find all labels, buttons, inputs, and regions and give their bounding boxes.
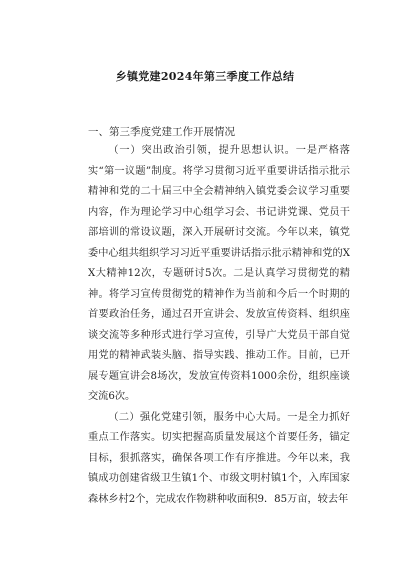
- paragraph-party-building: （二）强化党建引领，服务中心大局。一是全力抓好重点工作落实。切实把握高质量发展这个首要任务，锚定目标，狠抓落实，确保各项工作有序推进。今年以来，我镇成功创建省级卫生镇1个、市级文明村镇1个，入库国家森林乡村2个，完成农作物耕种收面积9．85万亩，较去年: [88, 411, 350, 505]
- document-title: 乡镇党建2024年第三季度工作总结: [115, 70, 295, 83]
- document-body: [88, 141, 350, 510]
- section-heading: 一、第三季度党建工作开展情况: [88, 126, 235, 138]
- paragraph-political-guidance: （一）突出政治引领，提升思想认识。一是严格落实“第一议题”制度。将学习贯彻习近平重要讲话指示批示精神和党的二十届三中全会精神纳入镇党委会议学习重要内容，作为理论学习中心组学习会、书记讲党课、党员干部培训的常设议题，深入开展研讨交流。今年以来，镇党委中心组共组织学习习近平重要讲话指示批示精神和党的XX大精神12次，专题研讨5次。二是认真学习贯彻党的精神。将学习宣传贯彻党的精神作为当前和今后一个时期的首要政治任务，通过召开宣讲会、发放宣传资料、组织座谈交流等多种形式进行学习宣传，引导广大党员干部自觉用党的精神武装头脑、指导实践、推动工作。目前，已开展专题宣讲会8场次，发放宣传资料1000余份，组织座谈交流6次。: [88, 145, 350, 402]
